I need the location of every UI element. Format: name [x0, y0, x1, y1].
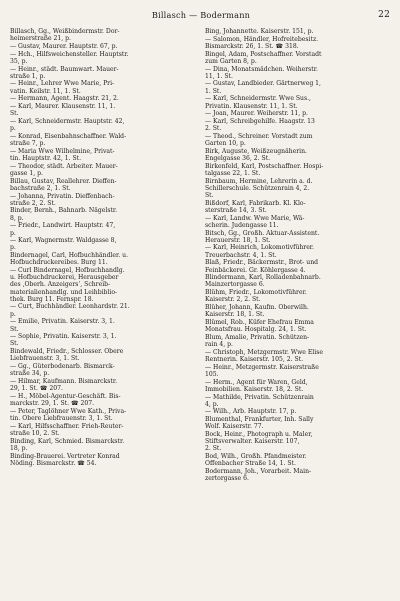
entry-line: Bingel, Adam, Postschaffner. Vorstadt [205, 50, 322, 58]
directory-entry [205, 334, 392, 348]
entry-line: Bod, Wilh., Großh. Pfandmeister. [205, 453, 307, 461]
entry-line: — Curl Bindernagel, Hofbuchhandlg. [10, 267, 125, 275]
entry-line: Monatsfrau. Hospitalg. 24, 1. St. [205, 326, 307, 334]
entry-line: Blindermann, Karl, Rolladenbahnarb. [205, 274, 321, 282]
entry-line: 11, 1. St. [205, 72, 233, 80]
entry-line: p. [10, 310, 16, 318]
entry-line: 1. St. [205, 87, 222, 95]
directory-entry [205, 453, 392, 467]
directory-entry [10, 178, 197, 192]
entry-line: Bismarckstr. 26, 1. St. ☎ 318. [205, 42, 299, 50]
entry-line: 2. St. [205, 125, 222, 133]
entry-line: Bodermann, Joh., Vorarbeit. Main- [205, 468, 312, 476]
directory-entry [205, 349, 392, 363]
directory-entry [205, 274, 392, 288]
entry-line: zertorgasse 6. [205, 475, 249, 483]
directory-entry [10, 378, 197, 392]
left-column [10, 28, 197, 483]
directory-entry [205, 244, 392, 258]
entry-line: — Johanna, Privatin. Dieffenbach- [10, 192, 115, 200]
entry-line: Binder, Bernh., Bahnarb. Nägelstr. [10, 207, 118, 215]
entry-line: 18, p. [10, 444, 28, 452]
directory-entry [10, 66, 197, 80]
directory-entry [10, 252, 197, 266]
entry-line: — Herm., Agent für Waren, Geld, [205, 378, 308, 386]
directory-entry [205, 215, 392, 229]
entry-line: Privatin. Klausenstr. 11, 1. St. [205, 102, 298, 110]
entry-line: Bock, Heinr., Photograph u. Maler, [205, 431, 313, 439]
entry-line: Wolf. Kaiserstr. 77. [205, 423, 264, 431]
directory-entry [10, 318, 197, 332]
directory-entry [10, 95, 197, 102]
entry-line: Treuerbachstr. 4, 1. St. [205, 251, 277, 259]
entry-line: p. [10, 229, 16, 237]
directory-entry [205, 379, 392, 393]
entry-line: Bing, Johannette. Kaiserstr. 151, p. [205, 28, 314, 35]
entry-line: vatin. Keilstr. 11, 1. St. [10, 87, 81, 95]
entry-line: Herauerstr. 18, 1. St. [205, 236, 271, 244]
entry-line: Birk, Auguste, Weißzeugnäherin. [205, 147, 307, 155]
directory-entry [10, 51, 197, 65]
entry-line: Kaiserstr. 2, 2. St. [205, 296, 261, 304]
entry-line: Mainzertorgasse 6. [205, 281, 265, 289]
entry-line: — Heinr., städt. Baumwart. Mauer- [10, 65, 119, 73]
entry-line: p. [10, 125, 16, 133]
directory-entry [205, 133, 392, 147]
directory-columns [10, 28, 392, 483]
entry-line: tin. Hauptstr. 42, 1. St. [10, 155, 82, 162]
entry-line: — Karl, Schreibgehilfe. Haagstr. 13 [205, 118, 315, 126]
directory-entry [10, 207, 197, 221]
entry-line: Hofbuchdruckereibes. Burg 11. [10, 259, 108, 267]
entry-line: straße 1, p. [10, 72, 46, 80]
entry-line: — Salomon, Händler, Hofreitebesitz. [205, 35, 319, 43]
page-header [10, 10, 392, 26]
entry-line: — Gustav, Landbieder. Gärtnerweg 1, [205, 80, 321, 88]
directory-entry [205, 394, 392, 408]
directory-entry [205, 95, 392, 109]
entry-line: straße 10, 2. St. [10, 429, 60, 437]
directory-entry [205, 416, 392, 430]
entry-line: — Karl, Wagnermstr. Waldgasse 8, [10, 237, 117, 245]
directory-entry [10, 28, 197, 42]
entry-line: Bindewald, Friedr., Schlosser. Obere [10, 348, 124, 356]
directory-entry [10, 237, 197, 251]
entry-line: rain 4, p. [205, 341, 233, 349]
directory-entry [205, 118, 392, 132]
entry-line: heimerstraße 21, p. [10, 35, 71, 43]
directory-entry [10, 103, 197, 117]
directory-entry [205, 51, 392, 65]
entry-line: — Karl, Schneidermstr. Hauptstr. 42, [10, 118, 125, 126]
directory-entry [10, 163, 197, 177]
entry-line: — Heinr., Metzgermstr. Kaiserstraße [205, 363, 319, 371]
entry-line: 29, 1. St. ☎ 207. [10, 385, 63, 393]
entry-line: Kaiserstr. 18, 1. St. [205, 311, 265, 319]
entry-line: u. Hofbuchdruckerei, Herausgeber [10, 274, 119, 282]
directory-entry [205, 178, 392, 199]
directory-entry [205, 28, 392, 35]
entry-line: — Karl, Heinrich, Lokomotivführer. [205, 244, 314, 252]
directory-entry [10, 303, 197, 317]
directory-entry [10, 118, 197, 132]
page-number: 22 [378, 10, 390, 20]
entry-line: Offenbacher Straße 14, 1. St. [205, 460, 296, 468]
directory-entry [10, 193, 197, 207]
entry-line: Engelgasse 36, 2. St. [205, 155, 271, 162]
directory-entry [205, 36, 392, 50]
directory-entry [10, 453, 197, 467]
running-title: Billasch — Bodermann [151, 10, 251, 20]
directory-entry [205, 319, 392, 333]
entry-line: — Theod., Schreiner. Vorstadt zum [205, 132, 313, 140]
entry-line: — Konrad, Eisenbahnschaffner. Wald- [10, 132, 127, 140]
entry-line: marckstr. 29, 1. St. ☎ 207. [10, 400, 95, 408]
entry-line: tin. Obere Liebfrauenstr. 3, 1. St. [10, 414, 113, 422]
directory-entry [10, 148, 197, 162]
entry-line: Blümel, Rob., Küfer Ehefrau Emma [205, 318, 314, 326]
entry-line: — Maria Wwe Wilhelmine, Privat- [10, 147, 115, 155]
entry-line: 2. St. [205, 445, 222, 453]
directory-entry [205, 468, 392, 482]
directory-entry [205, 200, 392, 214]
directory-entry [10, 423, 197, 437]
directory-entry [205, 408, 392, 415]
directory-entry [10, 133, 197, 147]
entry-line: St. [10, 110, 19, 118]
entry-line: — Hermann, Agent. Haagstr. 21, 2. [10, 95, 119, 103]
right-column [205, 28, 392, 483]
entry-line: 35, p. [10, 57, 28, 65]
entry-line: Garten 10, p. [205, 140, 246, 148]
entry-line: straße 2, 2. St. [10, 199, 56, 207]
entry-line: thek. Burg 11. Fernspr. 18. [10, 295, 94, 303]
entry-line: bachstraße 2, 1. St. [10, 184, 71, 192]
entry-line: — H., Möbel-Agentur-Geschäft. Bis- [10, 392, 121, 400]
entry-line: — Karl, Hilfsschaffner. Frieh-Reuter- [10, 422, 124, 430]
directory-entry [205, 289, 392, 303]
entry-line: Blumenthal, Frankfurter, Inh. Sally [205, 416, 314, 424]
entry-line: Blühm, Friedr., Lokomotivführer. [205, 289, 307, 297]
directory-entry [205, 259, 392, 273]
entry-line: Stiftsverwalter. Kaiserstr. 107, [205, 438, 300, 446]
directory-entry [205, 66, 392, 80]
entry-line: materialienhandlg. und Leihbiblio- [10, 288, 118, 296]
entry-line: — Gustav, Maurer. Hauptstr. 67, p. [10, 42, 118, 50]
directory-entry [205, 163, 392, 177]
entry-line: gasse 1, p. [10, 169, 43, 177]
directory-entry [10, 43, 197, 50]
entry-line: — Theodor, städt. Arbeiter. Mauer- [10, 162, 118, 170]
entry-line: Billau, Gustav, Reallehrer. Dieffen- [10, 177, 117, 185]
entry-line: Bitsch, Gg., Großh. Aktuar-Assistent. [205, 229, 320, 237]
entry-line: Bindernagel, Carl, Hofbuchhändler. u. [10, 252, 129, 260]
entry-line: — Heinr., Lehrer Wwe Marie, Pri- [10, 80, 115, 88]
directory-entry [10, 267, 197, 303]
entry-line: St. [205, 191, 214, 199]
entry-line: straße 34, p. [10, 370, 50, 378]
entry-line: — Karl, Schneidermstr. Wwe Sus., [205, 95, 311, 103]
directory-entry [205, 431, 392, 452]
entry-line: — Karl, Landw. Wwe Marie, Wä- [205, 214, 305, 222]
entry-line: — Friedr., Landwirt. Hauptstr. 47, [10, 222, 116, 230]
entry-line: Immobilien. Kaiserstr. 18, 2. St. [205, 385, 304, 393]
entry-line: Blüher, Johann, Kaufm. Oberwilh. [205, 304, 309, 312]
entry-line: Binding, Karl, Schmied. Bismarckstr. [10, 437, 125, 445]
directory-entry [205, 148, 392, 162]
entry-line: — Joan, Maurer. Weiherstr. 11, p. [205, 110, 308, 118]
entry-line: Binding-Brauerei. Vertreter Konrad [10, 452, 120, 460]
entry-line: St. [10, 340, 19, 348]
directory-entry [205, 304, 392, 318]
entry-line: — Wilh., Arb. Hauptstr. 17, p. [205, 408, 297, 416]
entry-line: Billasch, Gg., Weißbindermstr. Dor- [10, 28, 120, 35]
entry-line: — Sophie, Privatin. Kaiserstr. 3, 1. [10, 333, 117, 341]
entry-line: straße 7, p. [10, 140, 46, 148]
entry-line: — Curt, Buchhändler. Leonhardstr. 21. [10, 303, 130, 311]
entry-line: — Christoph, Metzgermstr. Wwe Elise [205, 348, 323, 356]
entry-line: Schillerschule. Schützenrain 4, 2. [205, 184, 310, 192]
directory-entry [10, 393, 197, 407]
directory-entry [10, 438, 197, 452]
directory-entry [205, 230, 392, 244]
directory-entry [10, 408, 197, 422]
entry-line: zum Garten 8, p. [205, 57, 257, 65]
entry-line: — Mathilde, Privatin. Schützenrain [205, 393, 314, 401]
entry-line: Blaß, Friedr., Bäckermstr., Brot- und [205, 259, 319, 267]
entry-line: sterstraße 14, 3. St. [205, 206, 267, 214]
entry-line: Nöding. Bismarckstr. ☎ 54. [10, 459, 97, 467]
entry-line: Blum, Amalie, Privatin. Schützen- [205, 333, 310, 341]
entry-line: Birkenfeld, Karl, Postschaffner. Hospi- [205, 162, 324, 170]
entry-line: — Hilmar, Kaufmann. Bismarckstr. [10, 378, 118, 385]
entry-line: Bißdorf, Karl, Fabrikarb. Kl. Klo- [205, 199, 306, 207]
entry-line: 105. [205, 370, 219, 378]
entry-line: Birnbaum, Hermine, Lehrerin a. d. [205, 177, 313, 185]
entry-line: — Dina, Monatsmädchen. Weiherstr. [205, 65, 318, 73]
entry-line: Rentnerin. Kaiserstr. 105, 2. St. [205, 355, 304, 363]
entry-line: p. [10, 244, 16, 252]
directory-entry [10, 363, 197, 377]
entry-line: talgasse 22, 1. St. [205, 169, 261, 177]
directory-entry [10, 333, 197, 347]
entry-line: St. [10, 325, 19, 333]
entry-line: — Emilie, Privatin. Kaiserstr. 3, 1. [10, 318, 115, 326]
entry-line: — Peter, Taglöhner Wwe Kath., Priva- [10, 407, 127, 415]
entry-line: Feinbäckerei. Gr. Köhlergasse 4. [205, 266, 306, 274]
directory-entry [205, 364, 392, 378]
entry-line: des ‚Oberh. Anzeigers‘, Schreib- [10, 281, 111, 289]
entry-line: Liebfrauenstr. 3, 1. St. [10, 355, 80, 363]
entry-line: — Gg., Güterbodenarb. Bismarck- [10, 363, 115, 371]
directory-entry [10, 80, 197, 94]
directory-entry [205, 110, 392, 117]
entry-line: scherin. Judengasse 11. [205, 221, 279, 229]
directory-entry [10, 348, 197, 362]
entry-line: — Karl, Maurer. Klausenstr. 11, 1. [10, 103, 116, 111]
directory-entry [205, 80, 392, 94]
entry-line: — Hch., Hilfsweichensteller. Hauptstr. [10, 50, 129, 58]
directory-entry [10, 222, 197, 236]
entry-line: 8, p. [10, 214, 24, 222]
entry-line: 4, p. [205, 400, 219, 408]
